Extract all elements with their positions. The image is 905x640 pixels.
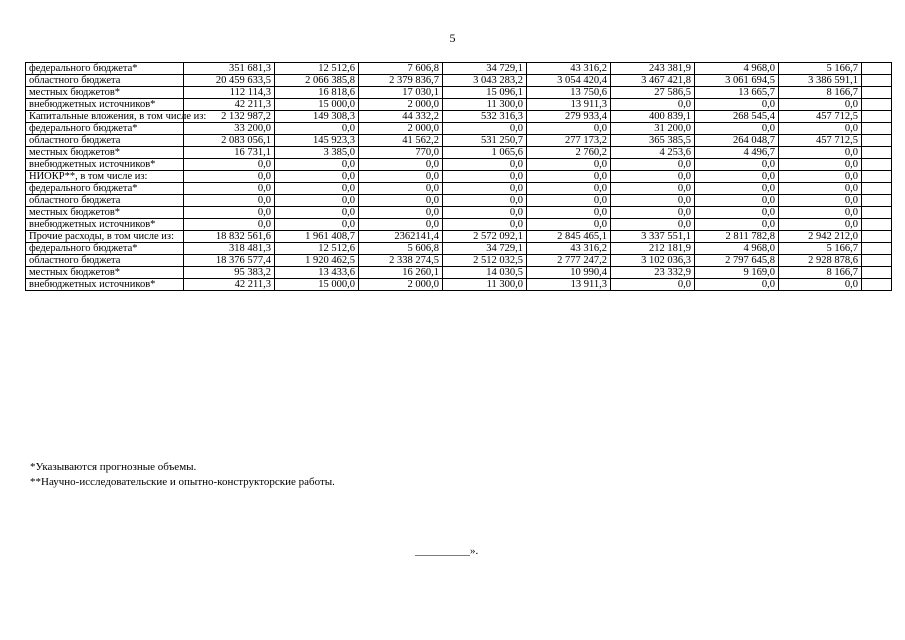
value-cell: 318 481,3 bbox=[184, 243, 275, 255]
empty-cell bbox=[862, 87, 892, 99]
row-label: НИОКР**, в том числе из: bbox=[26, 171, 184, 183]
footnotes bbox=[30, 460, 335, 490]
value-cell: 27 586,5 bbox=[611, 87, 695, 99]
value-cell: 5 606,8 bbox=[359, 243, 443, 255]
value-cell: 43 316,2 bbox=[527, 63, 611, 75]
empty-cell bbox=[862, 147, 892, 159]
empty-cell bbox=[862, 75, 892, 87]
table-row bbox=[26, 207, 892, 219]
value-cell: 16 260,1 bbox=[359, 267, 443, 279]
value-cell: 0,0 bbox=[359, 219, 443, 231]
value-cell: 243 381,9 bbox=[611, 63, 695, 75]
value-cell: 12 512,6 bbox=[275, 243, 359, 255]
value-cell: 0,0 bbox=[359, 195, 443, 207]
value-cell: 95 383,2 bbox=[184, 267, 275, 279]
value-cell: 10 990,4 bbox=[527, 267, 611, 279]
empty-cell bbox=[862, 135, 892, 147]
value-cell: 0,0 bbox=[275, 195, 359, 207]
value-cell: 0,0 bbox=[695, 219, 779, 231]
empty-cell bbox=[862, 255, 892, 267]
value-cell: 268 545,4 bbox=[695, 111, 779, 123]
value-cell: 0,0 bbox=[443, 207, 527, 219]
value-cell: 5 166,7 bbox=[779, 63, 862, 75]
value-cell: 2 083 056,1 bbox=[184, 135, 275, 147]
value-cell: 2 132 987,2 bbox=[184, 111, 275, 123]
value-cell: 43 316,2 bbox=[527, 243, 611, 255]
value-cell: 42 211,3 bbox=[184, 99, 275, 111]
value-cell: 12 512,6 bbox=[275, 63, 359, 75]
table-row bbox=[26, 279, 892, 291]
value-cell: 44 332,2 bbox=[359, 111, 443, 123]
value-cell: 0,0 bbox=[527, 195, 611, 207]
value-cell: 13 665,7 bbox=[695, 87, 779, 99]
value-cell: 14 030,5 bbox=[443, 267, 527, 279]
value-cell: 0,0 bbox=[184, 159, 275, 171]
table-row bbox=[26, 63, 892, 75]
value-cell: 2 512 032,5 bbox=[443, 255, 527, 267]
value-cell: 351 681,3 bbox=[184, 63, 275, 75]
value-cell: 0,0 bbox=[695, 207, 779, 219]
value-cell: 112 114,3 bbox=[184, 87, 275, 99]
value-cell: 0,0 bbox=[779, 159, 862, 171]
value-cell: 0,0 bbox=[275, 183, 359, 195]
empty-cell bbox=[862, 159, 892, 171]
value-cell: 0,0 bbox=[443, 195, 527, 207]
value-cell: 2 000,0 bbox=[359, 99, 443, 111]
value-cell: 16 731,1 bbox=[184, 147, 275, 159]
value-cell: 0,0 bbox=[779, 219, 862, 231]
row-label: местных бюджетов* bbox=[26, 207, 184, 219]
row-label: внебюджетных источников* bbox=[26, 219, 184, 231]
value-cell: 0,0 bbox=[611, 159, 695, 171]
row-label: областного бюджета bbox=[26, 135, 184, 147]
value-cell: 23 332,9 bbox=[611, 267, 695, 279]
value-cell: 13 911,3 bbox=[527, 99, 611, 111]
empty-cell bbox=[862, 195, 892, 207]
value-cell: 0,0 bbox=[611, 207, 695, 219]
value-cell: 17 030,1 bbox=[359, 87, 443, 99]
table-row bbox=[26, 123, 892, 135]
value-cell: 1 920 462,5 bbox=[275, 255, 359, 267]
row-label: областного бюджета bbox=[26, 255, 184, 267]
value-cell: 2 845 465,1 bbox=[527, 231, 611, 243]
value-cell: 2 379 836,7 bbox=[359, 75, 443, 87]
value-cell: 149 308,3 bbox=[275, 111, 359, 123]
value-cell: 0,0 bbox=[695, 183, 779, 195]
value-cell: 13 433,6 bbox=[275, 267, 359, 279]
value-cell: 7 606,8 bbox=[359, 63, 443, 75]
empty-cell bbox=[862, 99, 892, 111]
value-cell: 0,0 bbox=[611, 219, 695, 231]
value-cell: 34 729,1 bbox=[443, 243, 527, 255]
row-label: местных бюджетов* bbox=[26, 147, 184, 159]
value-cell: 0,0 bbox=[695, 195, 779, 207]
value-cell: 18 832 561,6 bbox=[184, 231, 275, 243]
value-cell: 2 811 782,8 bbox=[695, 231, 779, 243]
table-row bbox=[26, 75, 892, 87]
value-cell: 0,0 bbox=[275, 219, 359, 231]
value-cell: 15 000,0 bbox=[275, 279, 359, 291]
table-row bbox=[26, 195, 892, 207]
value-cell: 13 750,6 bbox=[527, 87, 611, 99]
row-label: местных бюджетов* bbox=[26, 87, 184, 99]
value-cell: 20 459 633,5 bbox=[184, 75, 275, 87]
row-label: областного бюджета bbox=[26, 195, 184, 207]
value-cell: 770,0 bbox=[359, 147, 443, 159]
value-cell: 2 066 385,8 bbox=[275, 75, 359, 87]
value-cell: 0,0 bbox=[779, 171, 862, 183]
value-cell: 0,0 bbox=[779, 147, 862, 159]
table-row bbox=[26, 231, 892, 243]
row-label: внебюджетных источников* bbox=[26, 99, 184, 111]
empty-cell bbox=[862, 183, 892, 195]
value-cell: 0,0 bbox=[184, 195, 275, 207]
table-row bbox=[26, 219, 892, 231]
value-cell: 42 211,3 bbox=[184, 279, 275, 291]
page-number: 5 bbox=[449, 31, 456, 45]
value-cell: 0,0 bbox=[527, 159, 611, 171]
table-row bbox=[26, 99, 892, 111]
empty-cell bbox=[862, 231, 892, 243]
empty-cell bbox=[862, 279, 892, 291]
empty-cell bbox=[862, 207, 892, 219]
value-cell: 0,0 bbox=[695, 279, 779, 291]
empty-cell bbox=[862, 111, 892, 123]
empty-cell bbox=[862, 267, 892, 279]
value-cell: 0,0 bbox=[359, 207, 443, 219]
value-cell: 4 968,0 bbox=[695, 63, 779, 75]
value-cell: 11 300,0 bbox=[443, 279, 527, 291]
table-row bbox=[26, 87, 892, 99]
value-cell: 15 096,1 bbox=[443, 87, 527, 99]
footnote-niokr: **Научно-исследовательские и опытно-конструкторские работы. bbox=[30, 476, 335, 488]
footnote-forecast: *Указываются прогнозные объемы. bbox=[30, 461, 197, 473]
table-row bbox=[26, 183, 892, 195]
value-cell: 279 933,4 bbox=[527, 111, 611, 123]
value-cell: 2 928 878,6 bbox=[779, 255, 862, 267]
value-cell: 2 797 645,8 bbox=[695, 255, 779, 267]
value-cell: 2 942 212,0 bbox=[779, 231, 862, 243]
value-cell: 4 968,0 bbox=[695, 243, 779, 255]
value-cell: 3 386 591,1 bbox=[779, 75, 862, 87]
value-cell: 0,0 bbox=[779, 195, 862, 207]
value-cell: 31 200,0 bbox=[611, 123, 695, 135]
value-cell: 2 572 092,1 bbox=[443, 231, 527, 243]
value-cell: 0,0 bbox=[275, 207, 359, 219]
value-cell: 4 496,7 bbox=[695, 147, 779, 159]
row-label: Прочие расходы, в том числе из: bbox=[26, 231, 184, 243]
value-cell: 11 300,0 bbox=[443, 99, 527, 111]
table-row bbox=[26, 243, 892, 255]
value-cell: 457 712,5 bbox=[779, 111, 862, 123]
row-label: федерального бюджета* bbox=[26, 243, 184, 255]
table-row bbox=[26, 267, 892, 279]
empty-cell bbox=[862, 63, 892, 75]
value-cell: 34 729,1 bbox=[443, 63, 527, 75]
value-cell: 0,0 bbox=[527, 183, 611, 195]
value-cell: 145 923,3 bbox=[275, 135, 359, 147]
value-cell: 0,0 bbox=[695, 159, 779, 171]
value-cell: 0,0 bbox=[184, 219, 275, 231]
row-label: внебюджетных источников* bbox=[26, 159, 184, 171]
value-cell: 0,0 bbox=[779, 183, 862, 195]
empty-cell bbox=[862, 219, 892, 231]
value-cell: 0,0 bbox=[275, 123, 359, 135]
value-cell: 0,0 bbox=[527, 171, 611, 183]
value-cell: 0,0 bbox=[275, 171, 359, 183]
row-label: федерального бюджета* bbox=[26, 123, 184, 135]
value-cell: 0,0 bbox=[443, 219, 527, 231]
empty-cell bbox=[862, 243, 892, 255]
value-cell: 0,0 bbox=[695, 123, 779, 135]
signoff-line: __________». bbox=[415, 545, 479, 557]
table-row bbox=[26, 135, 892, 147]
value-cell: 33 200,0 bbox=[184, 123, 275, 135]
value-cell: 365 385,5 bbox=[611, 135, 695, 147]
value-cell: 532 316,3 bbox=[443, 111, 527, 123]
value-cell: 277 173,2 bbox=[527, 135, 611, 147]
value-cell: 0,0 bbox=[611, 195, 695, 207]
value-cell: 0,0 bbox=[779, 207, 862, 219]
empty-cell bbox=[862, 171, 892, 183]
value-cell: 2 000,0 bbox=[359, 123, 443, 135]
row-label: внебюджетных источников* bbox=[26, 279, 184, 291]
value-cell: 1 065,6 bbox=[443, 147, 527, 159]
value-cell: 0,0 bbox=[443, 159, 527, 171]
value-cell: 0,0 bbox=[527, 123, 611, 135]
value-cell: 400 839,1 bbox=[611, 111, 695, 123]
value-cell: 15 000,0 bbox=[275, 99, 359, 111]
value-cell: 0,0 bbox=[779, 123, 862, 135]
value-cell: 0,0 bbox=[695, 99, 779, 111]
value-cell: 4 253,6 bbox=[611, 147, 695, 159]
value-cell: 2 338 274,5 bbox=[359, 255, 443, 267]
value-cell: 13 911,3 bbox=[527, 279, 611, 291]
value-cell: 2 760,2 bbox=[527, 147, 611, 159]
row-label: Капитальные вложения, в том числе из: bbox=[26, 111, 184, 123]
value-cell: 0,0 bbox=[443, 123, 527, 135]
value-cell: 3 102 036,3 bbox=[611, 255, 695, 267]
value-cell: 0,0 bbox=[184, 183, 275, 195]
value-cell: 8 166,7 bbox=[779, 87, 862, 99]
value-cell: 41 562,2 bbox=[359, 135, 443, 147]
row-label: федерального бюджета* bbox=[26, 183, 184, 195]
value-cell: 5 166,7 bbox=[779, 243, 862, 255]
value-cell: 0,0 bbox=[779, 279, 862, 291]
value-cell: 0,0 bbox=[184, 171, 275, 183]
value-cell: 3 061 694,5 bbox=[695, 75, 779, 87]
value-cell: 1 961 408,7 bbox=[275, 231, 359, 243]
row-label: областного бюджета bbox=[26, 75, 184, 87]
value-cell: 3 467 421,8 bbox=[611, 75, 695, 87]
value-cell: 0,0 bbox=[359, 159, 443, 171]
value-cell: 0,0 bbox=[443, 171, 527, 183]
table-row bbox=[26, 111, 892, 123]
table-row bbox=[26, 171, 892, 183]
value-cell: 0,0 bbox=[611, 171, 695, 183]
table-row bbox=[26, 255, 892, 267]
value-cell: 9 169,0 bbox=[695, 267, 779, 279]
value-cell: 2362141,4 bbox=[359, 231, 443, 243]
value-cell: 0,0 bbox=[527, 207, 611, 219]
table-row bbox=[26, 159, 892, 171]
value-cell: 531 250,7 bbox=[443, 135, 527, 147]
value-cell: 0,0 bbox=[275, 159, 359, 171]
value-cell: 0,0 bbox=[611, 279, 695, 291]
value-cell: 3 043 283,2 bbox=[443, 75, 527, 87]
value-cell: 264 048,7 bbox=[695, 135, 779, 147]
value-cell: 0,0 bbox=[527, 219, 611, 231]
value-cell: 0,0 bbox=[779, 99, 862, 111]
empty-cell bbox=[862, 123, 892, 135]
row-label: федерального бюджета* bbox=[26, 63, 184, 75]
value-cell: 18 376 577,4 bbox=[184, 255, 275, 267]
value-cell: 8 166,7 bbox=[779, 267, 862, 279]
value-cell: 0,0 bbox=[359, 183, 443, 195]
budget-table bbox=[25, 62, 892, 291]
value-cell: 3 337 551,1 bbox=[611, 231, 695, 243]
value-cell: 0,0 bbox=[611, 183, 695, 195]
value-cell: 3 054 420,4 bbox=[527, 75, 611, 87]
value-cell: 2 777 247,2 bbox=[527, 255, 611, 267]
value-cell: 457 712,5 bbox=[779, 135, 862, 147]
value-cell: 0,0 bbox=[184, 207, 275, 219]
table-row bbox=[26, 147, 892, 159]
row-label: местных бюджетов* bbox=[26, 267, 184, 279]
value-cell: 0,0 bbox=[695, 171, 779, 183]
value-cell: 0,0 bbox=[611, 99, 695, 111]
value-cell: 16 818,6 bbox=[275, 87, 359, 99]
value-cell: 212 181,9 bbox=[611, 243, 695, 255]
value-cell: 0,0 bbox=[359, 171, 443, 183]
value-cell: 2 000,0 bbox=[359, 279, 443, 291]
value-cell: 3 385,0 bbox=[275, 147, 359, 159]
value-cell: 0,0 bbox=[443, 183, 527, 195]
